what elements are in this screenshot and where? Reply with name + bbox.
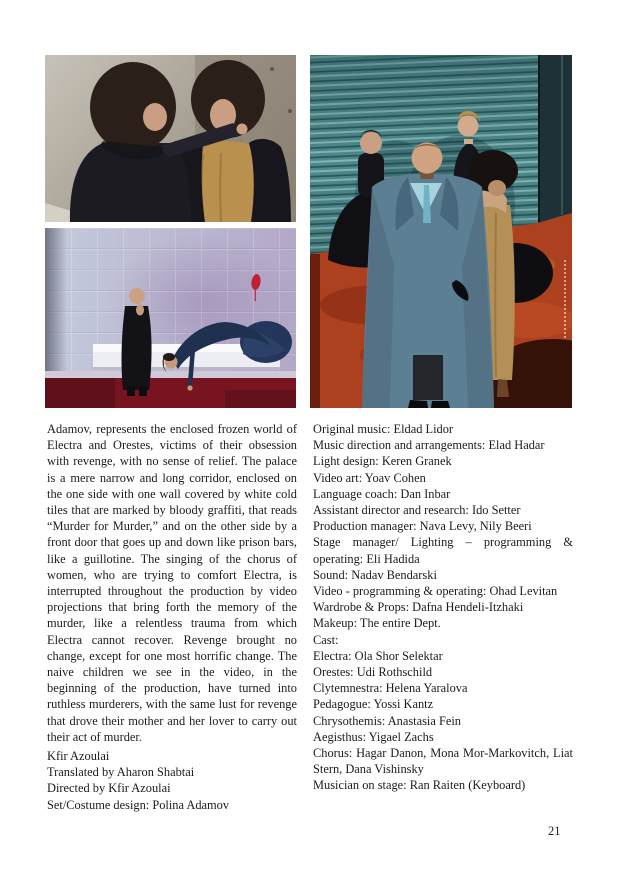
dark-door-frame xyxy=(538,55,572,223)
credit-line: Video art: Yoav Cohen xyxy=(313,470,426,485)
photo-credit-vertical xyxy=(564,260,566,340)
credit-line: Light design: Keren Granek xyxy=(313,454,452,469)
cast-line: Aegisthus: Yigael Zachs xyxy=(313,729,434,744)
credit-line: Set/Costume design: Polina Adamov xyxy=(47,797,230,812)
cast-line: Musician on stage: Ran Raiten (Keyboard) xyxy=(313,778,526,793)
synopsis-paragraph: Adamov, represents the enclosed frozen world of Electra and Orestes, victims of their obsession with revenge, with no sense of relief. The palace is a mere narrow and long corridor, enclosed on the one side with one wall covered by white cold tiles that are marked by bloody graffiti, that reads “Murder for Murder,” and on the other side by a front door that goes up and down like prison bars, like a guillotine. The singing of the chorus of women, who are trying to comfort Electra, is interrupted throughout the production by video projections that bring forth the memory of the murder, like a relentless trauma from which Electra cannot recover. Revenge brought no change, except for one most horrific change. The naive children we see in the video, in the beginning of the production, have turned into ruthless murderers, with the same lust for revenge that drove their mother and her lover to carry out their act of murder. xyxy=(47,422,297,744)
credit-line: Sound: Nadav Bendarski xyxy=(313,567,437,582)
credit-line: Production manager: Nava Levy, Nily Beeri xyxy=(313,519,532,534)
page-number: 21 xyxy=(548,824,561,838)
cast-line: Pedagogue: Yossi Kantz xyxy=(313,697,434,712)
stage-scene-graphic xyxy=(310,55,572,408)
cast-line: Electra: Ola Shor Selektar xyxy=(313,648,443,663)
credit-line: Original music: Eldad Lidor xyxy=(313,422,454,436)
cast-line: Chrysothemis: Anastasia Fein xyxy=(313,713,461,728)
actor-man-long-coat xyxy=(362,143,494,409)
credits-column xyxy=(313,421,573,794)
credit-line: Directed by Kfir Azoulai xyxy=(47,781,171,796)
credit-line: Music direction and arrangements: Elad Hadar xyxy=(313,438,545,453)
photo-stage-group xyxy=(310,55,572,408)
production-credits-left xyxy=(47,748,297,813)
mourning-scene-graphic xyxy=(45,228,296,408)
photo-two-women-embrace xyxy=(45,55,296,222)
credit-line: Video - programming & operating: Ohad Levitan xyxy=(313,584,558,599)
credit-line: Language coach: Dan Inbar xyxy=(313,486,451,501)
synopsis-column xyxy=(47,421,297,813)
credit-line: Stage manager/ Lighting – programming & operating: Eli Hadida xyxy=(313,535,573,566)
credit-line: Kfir Azoulai xyxy=(47,749,110,764)
photo-mourning-scene xyxy=(45,228,296,408)
cast-heading: Cast: xyxy=(313,632,339,647)
credit-line: Makeup: The entire Dept. xyxy=(313,616,441,631)
cast-line: Chorus: Hagar Danon, Mona Mor-Markovitch, Liat Stern, Dana Vishinsky xyxy=(313,746,573,777)
cast-line: Clytemnestra: Helena Yaralova xyxy=(313,681,468,696)
credit-line: Translated by Aharon Shabtai xyxy=(47,765,195,780)
embrace-scene-graphic xyxy=(45,55,296,222)
credit-line: Assistant director and research: Ido Setter xyxy=(313,503,521,518)
credit-line: Wardrobe & Props: Dafna Hendeli-Itzhaki xyxy=(313,600,524,615)
cast-line: Orestes: Udi Rothschild xyxy=(313,665,433,680)
